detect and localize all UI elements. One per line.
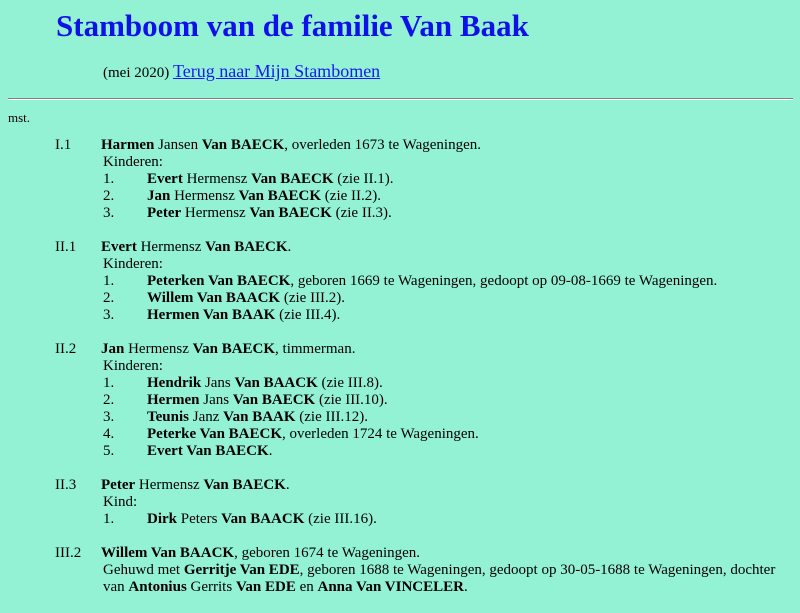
person-name: Antonius (128, 579, 187, 595)
child-number: 1. (103, 273, 115, 289)
page-title: Stamboom van de familie Van Baak (56, 8, 529, 43)
child-number: 2. (103, 188, 115, 204)
person-detail: (zie II.3). (331, 205, 392, 221)
child-number: 2. (103, 290, 115, 306)
person-detail: Hermensz (182, 171, 252, 187)
children-label: Kinderen: (103, 256, 163, 272)
person-detail: , overleden 1673 te Wageningen. (284, 137, 482, 153)
child-number: 1. (103, 375, 115, 391)
person-name: Peter (147, 205, 182, 221)
person-detail: . (287, 239, 292, 255)
horizontal-rule (8, 98, 793, 100)
person-detail: Peters (177, 511, 222, 527)
child-item (0, 171, 800, 188)
person-name: Hermen (147, 392, 200, 408)
person-line (0, 137, 800, 154)
child-item (0, 188, 800, 205)
child-item (0, 511, 800, 528)
person-name: Van BAACK (234, 375, 318, 391)
person-name: Gerritje Van EDE (183, 562, 300, 578)
date-text: (mei 2020) (103, 65, 170, 81)
child-text (147, 205, 392, 222)
person-name: Jan (101, 341, 125, 357)
child-item (0, 273, 800, 290)
person-text (101, 341, 355, 358)
child-number: 3. (103, 409, 115, 425)
child-text (147, 307, 340, 324)
person-line (0, 239, 800, 256)
person-name: Willem Van BAACK (101, 545, 235, 561)
generation-number: II.3 (55, 477, 77, 493)
person-detail: (zie III.10). (315, 392, 388, 408)
person-entry (0, 137, 800, 222)
person-detail: (zie III.8). (317, 375, 383, 391)
person-name: Jan (147, 188, 171, 204)
person-name: Van BAACK (221, 511, 305, 527)
person-detail: Hermensz (181, 205, 250, 221)
person-line (0, 341, 800, 358)
person-name: Willem Van BAACK (147, 290, 281, 306)
person-name: Peterken Van BAECK (147, 273, 291, 289)
person-detail: Hermensz (136, 239, 206, 255)
person-name: Peterke Van BAECK (147, 426, 282, 442)
person-name: Van BAECK (201, 137, 285, 153)
person-detail: Hermensz (124, 341, 193, 357)
child-text (147, 375, 383, 392)
person-name: Evert Van BAECK (147, 443, 269, 459)
child-item (0, 375, 800, 392)
person-detail: en (295, 579, 318, 595)
child-item (0, 409, 800, 426)
children-heading-line (0, 256, 800, 273)
child-item (0, 290, 800, 307)
person-detail: (zie III.12). (295, 409, 368, 425)
child-text (147, 409, 368, 426)
child-item (0, 443, 800, 460)
person-detail: , geboren 1688 te Wageningen, gedoopt op 30-05-1688 te Wageningen, dochter van (103, 562, 776, 595)
person-name: Anna Van VINCELER (317, 579, 464, 595)
child-item (0, 307, 800, 324)
person-detail: Janz (188, 409, 224, 425)
generation-number: II.2 (55, 341, 77, 357)
person-name: Van EDE (235, 579, 296, 595)
person-detail: . (268, 443, 273, 459)
child-text (147, 171, 394, 188)
person-detail: Jansen (154, 137, 202, 153)
person-detail: (zie III.16). (304, 511, 377, 527)
children-heading-line (0, 494, 800, 511)
person-detail: (zie II.1). (333, 171, 394, 187)
person-detail: (zie II.2). (321, 188, 382, 204)
child-number: 3. (103, 307, 115, 323)
child-number: 2. (103, 392, 115, 408)
child-number: 1. (103, 171, 115, 187)
child-number: 1. (103, 511, 115, 527)
child-text (147, 443, 272, 460)
child-text (147, 426, 479, 443)
generation-number: III.2 (55, 545, 82, 561)
back-link[interactable]: Terug naar Mijn Stambomen (172, 61, 381, 81)
person-detail: , timmerman. (275, 341, 356, 357)
marriage-text (103, 562, 793, 596)
person-detail: (zie III.2). (280, 290, 346, 306)
child-item (0, 392, 800, 409)
marriage-line (0, 562, 800, 596)
person-name: Peter (101, 477, 136, 493)
person-name: Van BAECK (205, 239, 288, 255)
person-detail: Hermensz (170, 188, 239, 204)
subtitle-line (103, 61, 380, 82)
person-entry (0, 477, 800, 528)
child-text (147, 392, 388, 409)
child-number: 5. (103, 443, 115, 459)
child-number: 4. (103, 426, 115, 442)
person-detail: (zie III.4). (275, 307, 341, 323)
children-label: Kinderen: (103, 154, 163, 170)
children-label: Kinderen: (103, 358, 163, 374)
children-heading-line (0, 358, 800, 375)
generation-number: I.1 (55, 137, 72, 153)
person-text (101, 239, 291, 256)
person-name: Van BAECK (203, 477, 286, 493)
person-detail: , geboren 1674 te Wageningen. (234, 545, 421, 561)
child-text (147, 273, 717, 290)
person-entry (0, 341, 800, 460)
person-detail: Gerrits (186, 579, 236, 595)
person-name: Hermen Van BAAK (147, 307, 276, 323)
person-name: Van BAECK (192, 341, 276, 357)
person-entry (0, 239, 800, 324)
child-item (0, 205, 800, 222)
child-text (147, 188, 381, 205)
child-text (147, 290, 345, 307)
person-name: Van BAAK (223, 409, 296, 425)
person-detail: . (285, 477, 290, 493)
person-detail: Gehuwd met (103, 562, 184, 578)
person-text (101, 477, 290, 494)
person-detail: Jans (199, 392, 233, 408)
genealogy-list (0, 137, 800, 613)
person-name: Harmen (101, 137, 155, 153)
person-detail: , geboren 1669 te Wageningen, gedoopt op 09-08-1669 te Wageningen. (290, 273, 718, 289)
person-name: Dirk (147, 511, 177, 527)
child-text (147, 511, 377, 528)
person-name: Van BAECK (232, 392, 316, 408)
person-detail: Jans (201, 375, 235, 391)
person-name: Van BAECK (249, 205, 332, 221)
child-item (0, 426, 800, 443)
person-text (101, 137, 481, 154)
children-heading-line (0, 154, 800, 171)
child-number: 3. (103, 205, 115, 221)
person-entry (0, 545, 800, 596)
person-name: Hendrik (147, 375, 202, 391)
person-name: Van BAECK (251, 171, 334, 187)
generation-number: II.1 (55, 239, 77, 255)
person-detail: , overleden 1724 te Wageningen. (282, 426, 479, 442)
person-line (0, 545, 800, 562)
mst-label: mst. (8, 110, 31, 125)
person-name: Teunis (147, 409, 189, 425)
person-detail: . (463, 579, 468, 595)
person-name: Van BAECK (238, 188, 322, 204)
person-line (0, 477, 800, 494)
person-name: Evert (147, 171, 183, 187)
children-label: Kind: (103, 494, 138, 510)
person-detail: Hermensz (135, 477, 204, 493)
person-name: Evert (101, 239, 137, 255)
person-text (101, 545, 420, 562)
